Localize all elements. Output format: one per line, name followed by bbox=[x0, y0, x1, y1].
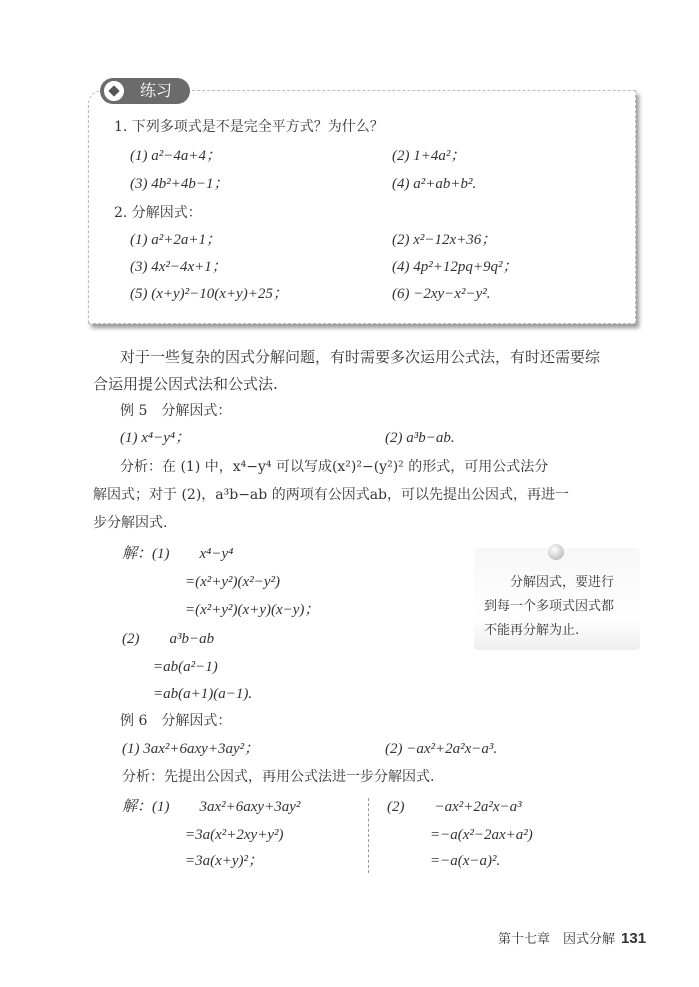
q2-item: (4) 4p²+12pq+9q²； bbox=[392, 259, 518, 275]
ex5-solution: =(x²+y²)(x²−y²) bbox=[185, 574, 280, 590]
pencil-badge-icon bbox=[102, 79, 126, 103]
ex5-analysis: 解因式；对于 (2)，a³b−ab 的两项有公因式ab，可以先提出公因式，再进一 bbox=[93, 487, 569, 503]
exercise-tab bbox=[100, 78, 190, 104]
q1-item: (4) a²+ab+b². bbox=[392, 176, 477, 192]
ex6-solution: =−a(x−a)². bbox=[430, 853, 501, 869]
q1-stem: 1. 下列多项式是不是完全平方式？为什么？ bbox=[114, 119, 384, 135]
q1-item: (1) a²−4a+4； bbox=[130, 148, 221, 164]
ex6-solution: =3a(x²+2xy+y²) bbox=[185, 827, 284, 843]
q2-item: (5) (x+y)²−10(x+y)+25； bbox=[130, 286, 288, 302]
pin-icon bbox=[548, 544, 564, 560]
note-line: 到每一个多项式因式都 bbox=[484, 599, 615, 614]
note-line: 不能再分解为止. bbox=[484, 623, 580, 638]
note-line: 分解因式，要进行 bbox=[510, 575, 615, 590]
q2-item: (2) x²−12x+36； bbox=[392, 232, 497, 248]
q2-item: (6) −2xy−x²−y². bbox=[392, 286, 491, 302]
ex5-solution: =(x²+y²)(x+y)(x−y)； bbox=[185, 602, 320, 618]
column-divider bbox=[368, 798, 369, 873]
q1-item: (3) 4b²+4b−1； bbox=[130, 176, 229, 192]
ex5-solution: (2) a³b−ab bbox=[122, 631, 215, 647]
ex5-solution: 解：(1) x⁴−y⁴ bbox=[122, 546, 234, 562]
ex5-problem: (1) x⁴−y⁴； bbox=[120, 430, 191, 446]
ex6-problem: (1) 3ax²+6axy+3ay²； bbox=[122, 741, 260, 757]
ex6-solution: =−a(x²−2ax+a²) bbox=[430, 827, 533, 843]
ex6-analysis: 分析：先提出公因式，再用公式法进一步分解因式. bbox=[122, 769, 435, 785]
ex6-solution: (2) −ax²+2a²x−a³ bbox=[387, 799, 522, 815]
ex5-analysis: 分析：在 (1) 中，x⁴−y⁴ 可以写成(x²)²−(y²)² 的形式，可用公式法分 bbox=[120, 459, 549, 475]
page-number: 131 bbox=[621, 930, 647, 947]
ex6-solution: =3a(x+y)²； bbox=[185, 853, 264, 869]
intro-line: 对于一些复杂的因式分解问题，有时需要多次运用公式法，有时还需要综 bbox=[120, 348, 601, 366]
q1-item: (2) 1+4a²； bbox=[392, 148, 466, 164]
chapter-label: 第十七章 因式分解 bbox=[498, 932, 616, 947]
ex6-title: 例 6 分解因式： bbox=[120, 713, 232, 729]
ex5-problem: (2) a³b−ab. bbox=[385, 430, 455, 446]
q2-item: (3) 4x²−4x+1； bbox=[130, 259, 227, 275]
intro-line: 合运用提公因式法和公式法. bbox=[93, 375, 278, 393]
q2-item: (1) a²+2a+1； bbox=[130, 232, 221, 248]
ex5-title: 例 5 分解因式： bbox=[120, 403, 232, 419]
ex6-solution: 解：(1) 3ax²+6axy+3ay² bbox=[122, 799, 301, 815]
ex5-solution: =ab(a²−1) bbox=[153, 659, 218, 675]
exercise-title: 练习 bbox=[140, 81, 173, 100]
tip-note bbox=[474, 548, 640, 650]
ex6-problem: (2) −ax²+2a²x−a³. bbox=[385, 741, 498, 757]
ex5-analysis: 步分解因式. bbox=[93, 515, 168, 531]
q2-stem: 2. 分解因式： bbox=[114, 205, 202, 221]
page-footer bbox=[498, 928, 646, 947]
ex5-solution: =ab(a+1)(a−1). bbox=[153, 686, 253, 702]
